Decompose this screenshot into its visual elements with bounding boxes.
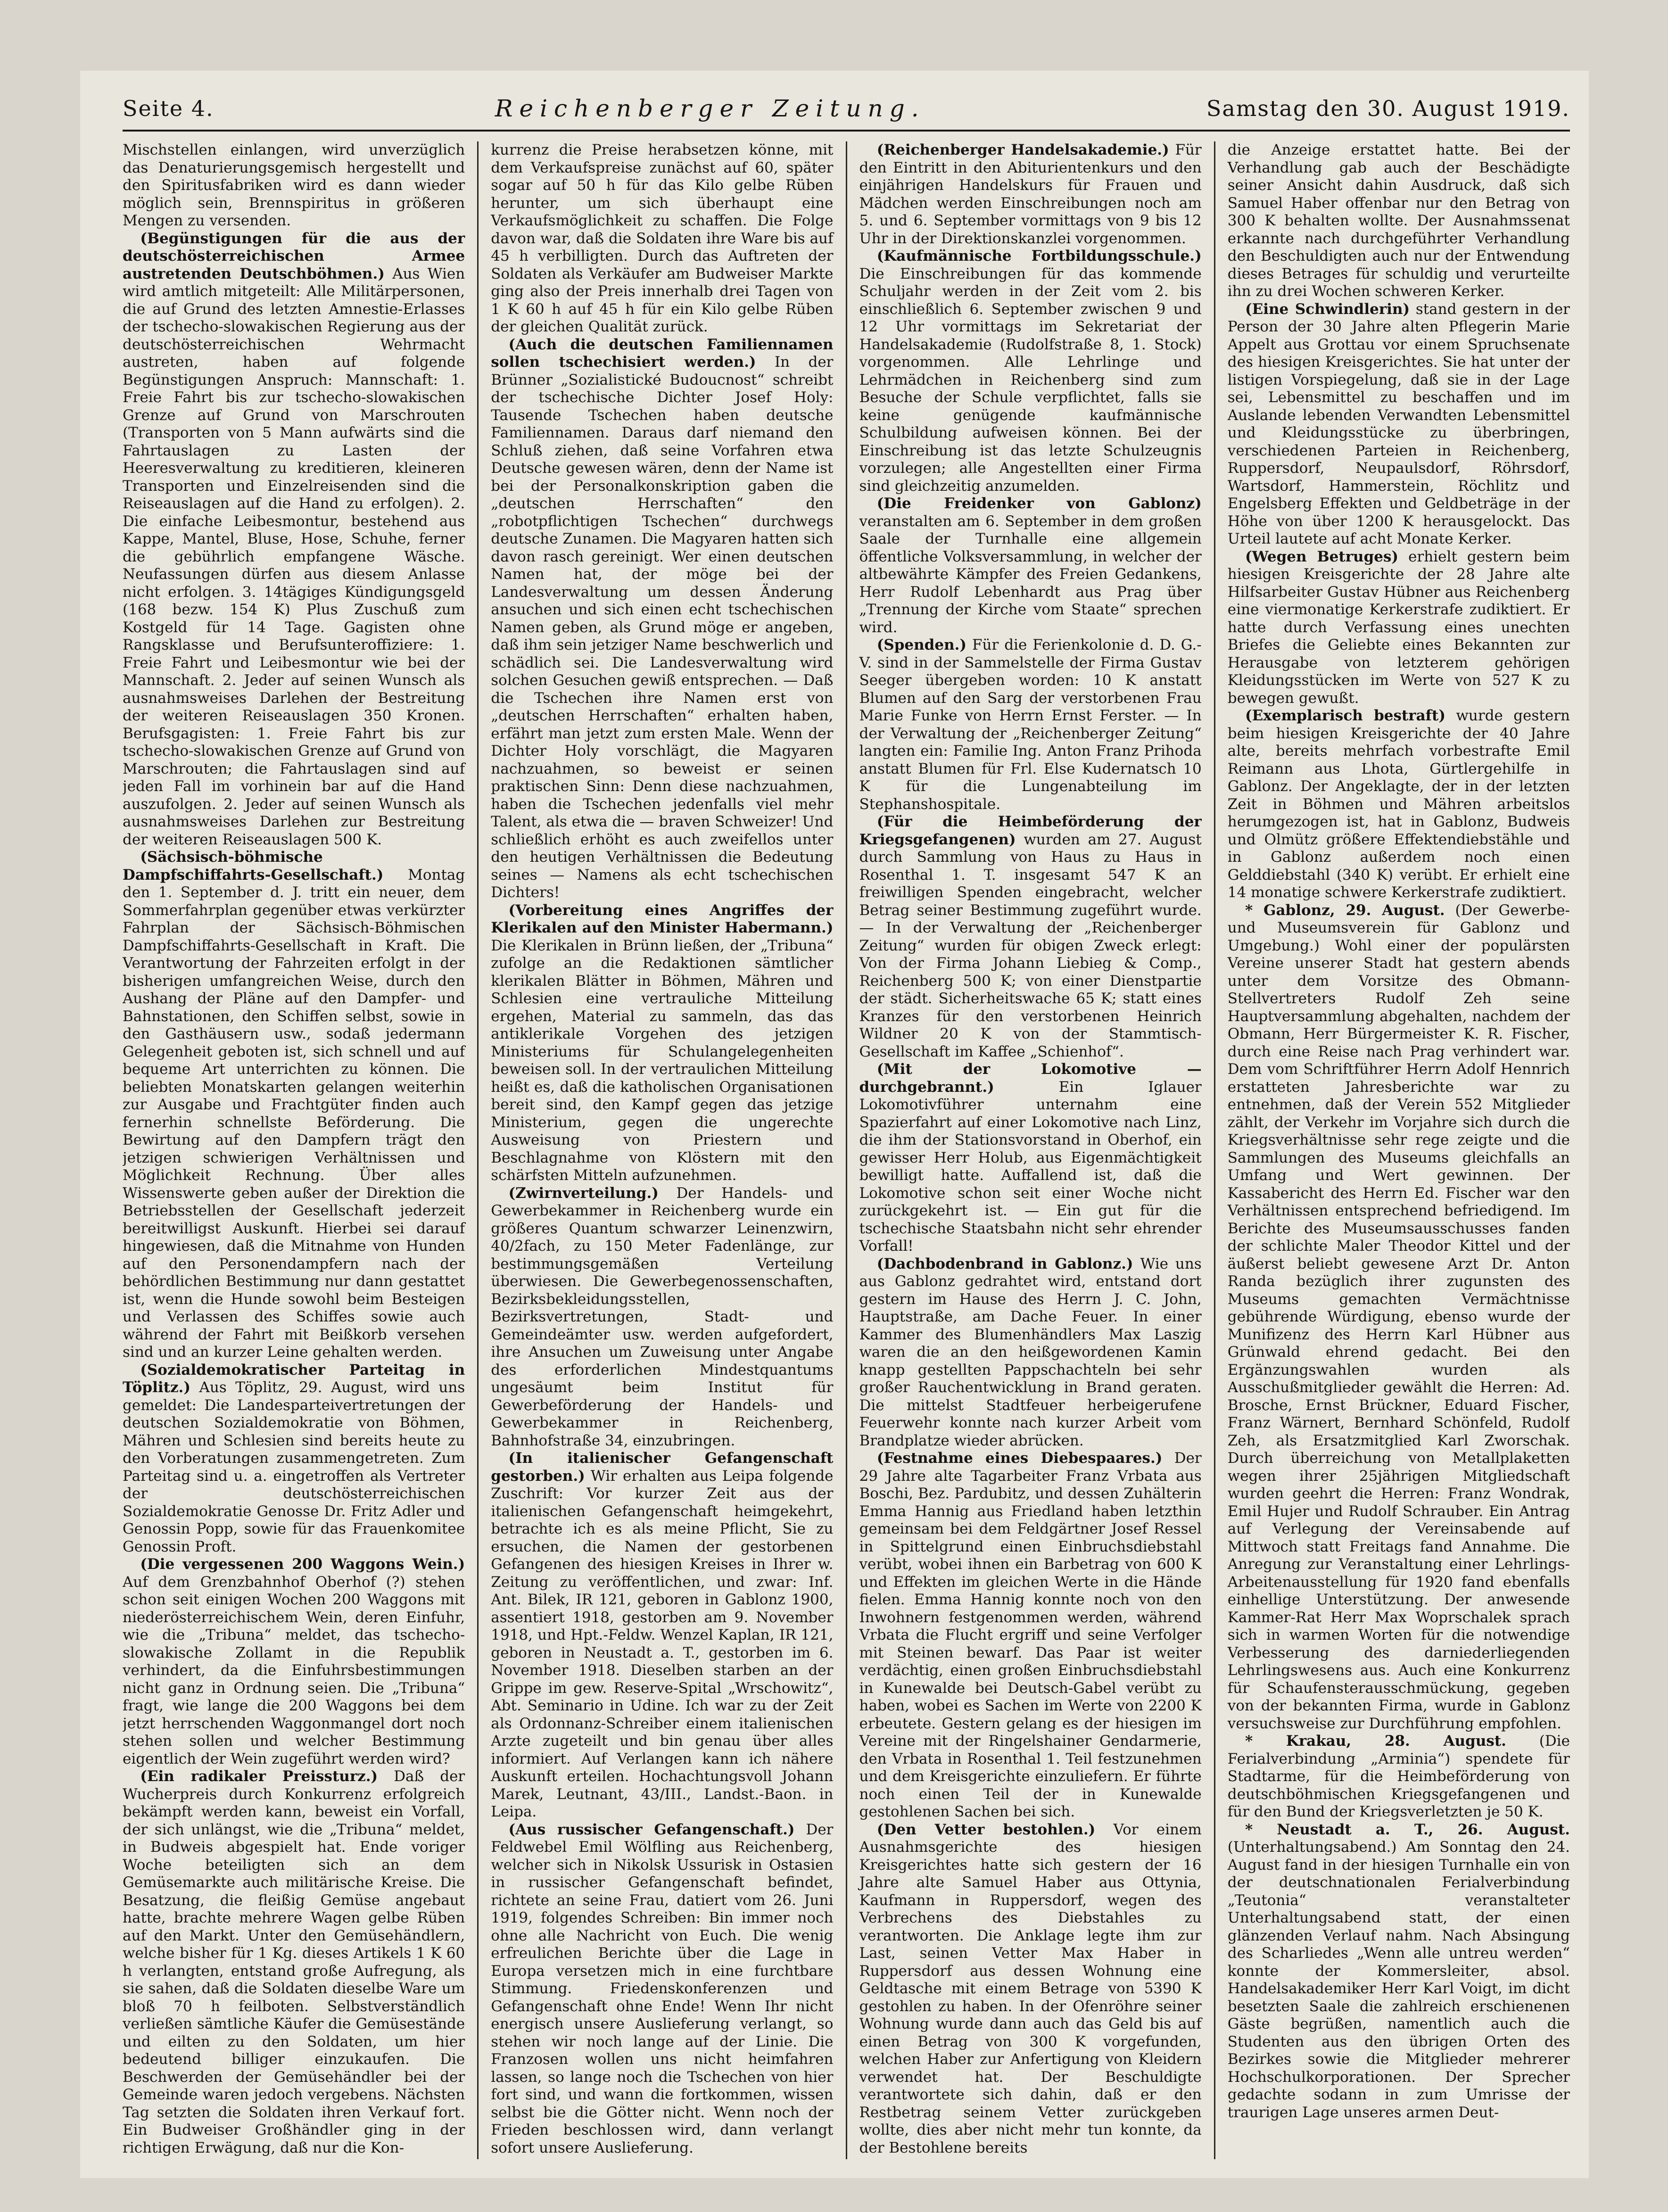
article-paragraph <box>859 1450 1202 1821</box>
article-paragraph <box>1228 141 1570 301</box>
article-headline: (Dachbodenbrand in Gablonz.) <box>876 1255 1133 1272</box>
article-paragraph <box>123 1362 465 1556</box>
article-paragraph <box>491 1821 833 2157</box>
article-text: erhielt gestern beim hiesigen Kreisgerichte der 28 Jahre alte Hilfsarbeiter Gustav Hübner aus Reichenberg eine viermonatige Kerkerstrafe zudiktiert. Er hatte durch Verfassung eines unechten Briefes die Geliebte eines Bekannten zur Herausgabe von letzterem gehörigen Kleidungsstücken im Werte von 527 K zu bewegen gewußt. <box>1227 548 1570 707</box>
article-paragraph <box>1228 902 1570 1733</box>
article-headline: (Die Freidenker von Gablonz) <box>876 495 1202 512</box>
article-headline: (Zwirnverteilung.) <box>508 1184 659 1202</box>
article-headline: (Exemplarisch bestraft) <box>1245 707 1445 724</box>
article-headline: (Festnahme eines Diebespaares.) <box>876 1450 1163 1467</box>
article-text: Der Handels- und Gewerbekammer in Reichenberg wurde ein größeres Quantum schwarzer Leinenzwirn, 40/2fach, zu 150 Meter Fadenlänge, zur bestimmungsgemäßen Verteilung überwiesen. Die Gewerbegenossenschaften, Bezirksbekleidungsstellen, Bezirksvertretungen, Stadt- und Gemeindeämter usw. werden aufgefordert, ihre Ansuchen um Zuweisung unter Angabe des erforderlichen Mindestquantums ungesäumt beim Institut für Gewerbeförderung der Handels- und Gewerbekammer in Reichenberg, Bahnhofstraße 34, einzubringen. <box>491 1184 834 1449</box>
article-headline: (Reichenberger Handelsakademie.) <box>876 141 1169 158</box>
article-text: (Unterhaltungsabend.) Am Sonntag den 24. August fand in der hiesigen Turnhalle ein von der deutschnationalen Ferialverbindung „Teutonia“ veranstalteter Unterhaltungsabend statt, der einen glänzenden Verlauf nahm. Nach Absingung des Scharliedes „Wenn alle untreu werden“ konnte der Kommersleiter, absol. Handelsakademiker Herr Karl Voigt, im dicht besetzten Saale die zahlreich erschienenen Gäste begrüßen, namentlich auch die Studenten aus den übrigen Orten des Bezirkes sowie die Mitglieder mehrerer Hochschulkorporationen. Der Sprecher gedachte sodann in zum Umrisse der traurigen Lage unseres armen Deut- <box>1227 1839 1570 2121</box>
article-headline: (Aus russischer Gefangenschaft.) <box>508 1821 795 1838</box>
article-paragraph <box>491 1185 833 1450</box>
article-text: Die Einschreibungen für das kommende Schuljahr werden in der Zeit vom 2. bis einschließlich 6. September zwischen 9 und 12 Uhr vormittags im Sekretariat der Handelsakademie (Rudolfstraße 8, 1. Stock) vorgenommen. Alle Lehrlinge und Lehrmädchen in Reichenberg sind zum Besuche der Schule verpflichtet, falls sie keine genügende kaufmännische Schulbildung aufweisen können. Bei der Einschreibung ist das letzte Schulzeugnis vorzulegen; alle Angestellten einer Firma sind gleichzeitig anzumelden. <box>859 265 1202 495</box>
article-text: Wie uns aus Gablonz gedrahtet wird, entstand dort gestern im Hause des Herrn J. C. John, Hauptstraße, am Dache Feuer. In einer Kammer des Blumenhändlers Max Laszig waren die an den heißgewordenen Kamin knapp gestellten Pappschachteln bei sehr großer Rauchentwicklung in Brand geraten. Die mittelst Stadtfeuer herbeigerufene Feuerwehr konnte nach kurzer Arbeit vom Brandplatze wieder abrücken. <box>859 1255 1202 1449</box>
article-paragraph <box>1228 1821 1570 2122</box>
newspaper-page <box>80 71 1589 2178</box>
article-text: (Die Ferialverbindung „Arminia“) spendete für Stadtarme, für die Heimbeförderung von deutschböhmischen Kriegsgefangenen und für den Bund der Kriegsverletzten je 50 K. <box>1227 1733 1570 1820</box>
article-headline: * Neustadt a. T., 26. August. <box>1245 1821 1570 1838</box>
article-columns <box>123 141 1570 2159</box>
column-2 <box>477 141 845 2159</box>
article-paragraph <box>1228 1733 1570 1821</box>
article-text: veranstalten am 6. September in dem großen Saale der Turnhalle eine allgemein öffentliche Volksversammlung, in welcher der altbewährte Kämpfer des Freien Gedankens, Herr Rudolf Lebenhardt aus Prag über „Trennung der Kirche vom Staate“ sprechen wird. <box>859 512 1202 636</box>
article-text: Wir erhalten aus Leipa folgende Zuschrift: Vor kurzer Zeit aus der italienischen Gefangenschaft heimgekehrt, betrachte ich es als meine Pflicht, Sie zu ersuchen, die Namen der gestorbenen Gefangenen des hiesigen Kreises in Ihrer w. Zeitung zu veröffentlichen, und zwar: Inf. Ant. Bilek, IR 121, geboren in Gablonz 1900, assentiert 1918, gestorben am 9. November 1918, und Hpt.-Feldw. Wenzel Kaplan, IR 121, geboren in Neustadt a. T., gestorben im 6. November 1918. Dieselben starben an der Grippe im gew. Reserve-Spital „Wrschowitz“, Abt. Seminario in Udine. Ich war zu der Zeit als Ordonnanz-Schreiber einem italienischen Arzte zugeteilt und bin genau über alles informiert. Auf Verlangen kann ich nähere Auskunft erteilen. Hochachtungsvoll Johann Marek, Leutnant, 43/III., Landst.-Baon. in Leipa. <box>491 1467 834 1820</box>
article-headline: (Ein radikaler Preissturz.) <box>140 1768 378 1785</box>
article-text: stand gestern in der Person der 30 Jahre alten Pflegerin Marie Appelt aus Grottau vor einem Spruchsenate des hiesigen Kreisgerichtes. Sie hat unter der listigen Vorspiegelung, daß sie in der Lage sei, Lebensmittel zu beschaffen und im Auslande lebenden Verwandten Lebensmittel und Kleidungsstücke zu überbringen, verschiedenen Parteien in Reichenberg, Ruppersdorf, Neupaulsdorf, Röhrsdorf, Wartsdorf, Hammerstein, Röchlitz und Engelsberg Effekten und Geldbeträge in der Höhe von über 1200 K herausgelockt. Das Urteil lautete auf acht Monate Kerker. <box>1227 300 1570 547</box>
article-paragraph <box>491 1450 833 1821</box>
article-paragraph <box>123 1556 465 1768</box>
article-paragraph <box>859 1821 1202 2157</box>
article-text: Daß der Wucherpreis durch Konkurrenz erfolgreich bekämpft werden kann, beweist ein Vorfall, der sich unlängst, wie die „Tribuna“ meldet, in Budweis abgespielt hat. Ende voriger Woche beteiligten sich an dem Gemüsemarkte auch militärische Kreise. Die Besatzung, die fleißig Gemüse angebaut hatte, brachte mehrere Wagen gelbe Rüben auf den Markt. Unter den Gemüsehändlern, welche bisher für 1 Kg. dieses Artikels 1 K 60 h verlangten, entstand große Aufregung, als sie sahen, daß die Soldaten dieselbe Ware um bloß 70 h feilboten. Selbstverständlich verließen sämtliche Käufer die Gemüsestände und eilten zu den Soldaten, um hier bedeutend billiger einzukaufen. Die Beschwerden der Gemüsehändler bei der Gemeinde waren jedoch vergebens. Nächsten Tag setzten die Soldaten ihren Verkauf fort. Ein Budweiser Großhändler ging in der richtigen Erwägung, daß nur die Kon- <box>123 1768 465 2156</box>
article-headline: (Begünstigungen für die aus der deutschösterreichischen Armee austretenden Deutschböhmen.) <box>123 230 465 282</box>
article-text: wurde gestern beim hiesigen Kreisgerichte der 40 Jahre alte, bereits mehrfach vorbestrafte Emil Reimann aus Lhota, Gürtlergehilfe in Gablonz. Der Angeklagte, der in der letzten Zeit in Böhmen und Mähren arbeitslos herumgezogen ist, hat in Gablonz, Budweis und Olmütz größere Effektendiebstähle und in Gablonz außerdem noch einen Gelddiebstahl (340 K) verübt. Er erhielt eine 14 monatige schwere Kerkerstrafe zudiktiert. <box>1227 707 1570 901</box>
article-text: Für die Ferienkolonie d. D. G.-V. sind in der Sammelstelle der Firma Gustav Seeger übergeben worden: 10 K anstatt Blumen auf den Sarg der verstorbenen Frau Marie Funke von Herrn Ernst Ferster. — In der Verwaltung der „Reichenberger Zeitung“ langten ein: Familie Ing. Anton Franz Prihoda anstatt Blumen für Frl. Else Kudernatsch 10 K für die Lungenabteilung im Stephanshospitale. <box>859 636 1202 813</box>
article-headline: (Spenden.) <box>876 636 967 653</box>
newspaper-title: Reichenberger Zeitung. <box>495 95 925 122</box>
article-paragraph <box>1228 301 1570 548</box>
article-paragraph <box>123 141 465 230</box>
article-text: Für den Eintritt in den Abiturientenkurs und den einjährigen Handelskurs für Frauen und Mädchen werden Einschreibungen noch am 5. und 6. September vormittags von 9 bis 12 Uhr in der Direktionskanzlei vorgenommen. <box>859 141 1202 247</box>
article-paragraph <box>123 230 465 849</box>
article-text: Mischstellen einlangen, wird unverzüglich das Denaturierungsgemisch hergestellt und den Spiritusfabriken wird es dann wieder möglich sein, Brennspiritus in größeren Mengen zu versenden. <box>123 141 465 229</box>
article-paragraph <box>1228 707 1570 902</box>
article-headline: (Sozialdemokratischer Parteitag in Töplitz.) <box>123 1361 465 1396</box>
article-text: Vor einem Ausnahmsgerichte des hiesigen Kreisgerichtes hatte sich gestern der 16 Jahre alte Samuel Haber aus Ottynia, Kaufmann in Ruppersdorf, wegen des Verbrechens des Diebstahles zu verantworten. Die Anklage legte ihm zur Last, seinen Vetter Max Haber in Ruppersdorf aus dessen Wohnung eine Geldtasche mit einem Betrage von 5390 K gestohlen zu haben. In der Ofenröhre seiner Wohnung wurde dann auch das Geld bis auf einen Betrag von 300 K vorgefunden, welchen Haber zur Anfertigung von Kleidern verwendet hat. Der Beschuldigte verantwortete sich dahin, daß er den Restbetrag seinem Vetter zurückgeben wollte, dies aber nicht mehr tun konnte, da der Bestohlene bereits <box>859 1821 1202 2156</box>
article-headline: * Krakau, 28. August. <box>1245 1733 1506 1750</box>
article-headline: (Die vergessenen 200 Waggons Wein.) <box>140 1556 465 1573</box>
article-headline: (Auch die deutschen Familiennamen sollen tschechisiert werden.) <box>491 336 834 371</box>
article-paragraph <box>859 495 1202 636</box>
article-headline: (Mit der Lokomotive — durchgebrannt.) <box>859 1061 1202 1096</box>
article-headline: (In italienischer Gefangenschaft gestorben.) <box>491 1450 834 1485</box>
article-text: wurden am 27. August durch Sammlung von Haus zu Haus in Rosenthal 1. T. insgesamt 547 K an freiwilligen Spenden eingebracht, welcher Betrag seiner Bestimmung zugeführt wurde. — In der Verwaltung der „Reichenberger Zeitung“ wurden für obigen Zweck erlegt: Von der Firma Johann Liebieg & Comp., Reichenberg 500 K; von einer Dienstpartie der städt. Sicherheitswache 65 K; statt eines Kranzes für den verstorbenen Heinrich Wildner 20 K von der Stammtisch-Gesellschaft im Kaffee „Schienhof“. <box>859 831 1202 1060</box>
article-headline: (Wegen Betruges) <box>1245 548 1399 565</box>
article-paragraph <box>859 1255 1202 1450</box>
article-headline: (Eine Schwindlerin) <box>1245 300 1410 318</box>
article-headline: (Sächsisch-böhmische Dampfschiffahrts-Gesellschaft.) <box>123 849 384 883</box>
article-paragraph <box>859 248 1202 495</box>
article-text: (Der Gewerbe- und Museumsverein für Gablonz und Umgebung.) Wohl einer der populärsten Vereine unserer Stadt hat gestern abends unter dem Vorsitze des Obmann-Stellvertreters Rudolf Zeh seine Hauptversammlung abgehalten, nachdem der Obmann, Herr Bürgermeister K. R. Fischer, durch eine Reise nach Prag verhindert war. Dem vom Schriftführer Herrn Adolf Hennrich erstatteten Jahresberichte war zu entnehmen, daß der Verein 552 Mitglieder zählt, der Verkehr im Vorjahre sich durch die Kriegsverhältnisse sehr rege zeigte und die Sammlungen des Museums gleichfalls an Umfang und Wert gewinnen. Der Kassabericht des Herrn Ed. Fischer war den Verhältnissen entsprechend befriedigend. Im Berichte des Museumsausschusses fanden der schlichte Maler Theodor Kittel und der äußerst beliebt gewesene Arzt Dr. Anton Randa bezüglich ihrer zugunsten des Museums gemachten Vermächtnisse gebührende Würdigung, ebenso wurde der Munifizenz des Herrn Karl Hübner aus Grünwald ehrend gedacht. Bei den Ergänzungswahlen wurden als Ausschußmitglieder gewählt die Herren: Ad. Brosche, Ernst Brückner, Eduard Fischer, Franz Wärnert, Bernhard Schönfeld, Rudolf Zeh, als Ersatzmitglied Karl Zworschak. Durch überreichung von Metallplaketten wegen ihrer 25jährigen Mitgliedschaft wurden geehrt die Herren: Franz Wondrak, Emil Hujer und Rudolf Schrauber. Ein Antrag auf Verlegung der Vereinsabende auf Mittwoch statt Freitags fand Annahme. Die Anregung zur Veranstaltung einer Lehrlings-Arbeitenausstellung für 1920 fand ebenfalls einhellige Unterstützung. Der anwesende Kammer-Rat Herr Max Woprschalek sprach sich in warmen Worten für die notwendige Verbesserung des darniederliegenden Lehrlingswesens aus. Auch eine Konkurrenz für Schaufensterausschmückung, gegeben von der bekannten Firma, wurde in Gablonz versuchsweise zur Durchführung empfohlen. <box>1227 901 1570 1732</box>
article-text: die Anzeige erstattet hatte. Bei der Verhandlung gab auch der Beschädigte seiner Ansicht dahin Ausdruck, daß sich Samuel Haber offenbar nur den Betrag von 300 K behalten wollte. Der Ausnahmssenat erkannte nach durchgeführter Verhandlung den Beschuldigten auch nur der Entwendung dieses Betrages für schuldig und verurteilte ihn zu drei Wochen schweren Kerker. <box>1227 141 1570 300</box>
article-paragraph <box>859 636 1202 813</box>
article-headline: (Den Vetter bestohlen.) <box>876 1821 1096 1838</box>
article-text: In der Brünner „Sozialistické Budoucnost“ schreibt der tschechische Dichter Josef Holy: Tausende Tschechen haben deutsche Familiennamen. Daraus darf niemand den Schluß ziehen, daß seine Vorfahren etwa Deutsche gewesen wären, denn der Name ist bei der Personalkonskription gaben die „deutschen Herrschaften“ den „robotpflichtigen Tschechen“ durchwegs deutsche Zunamen. Die Magyaren hatten sich davon rasch gereinigt. Wer einen deutschen Namen hat, der möge bei der Landesverwaltung um dessen Änderung ansuchen und sich einen echt tschechischen Namen geben, als Grund möge er angeben, daß ihm sein jetziger Name beschwerlich und schädlich sei. Die Landesverwaltung wird solchen Gesuchen gewiß entsprechen. — Daß die Tschechen ihre Namen erst von „deutschen Herrschaften“ erhalten haben, erfährt man jetzt zum ersten Male. Wenn der Dichter Holy vorschlägt, die Magyaren nachzuahmen, so beweist er seinen praktischen Sinn: Denn diese nachzuahmen, haben die Tschechen jedenfalls viel mehr Talent, als etwa die — braven Schweizer! Und schließlich erhöht es auch zweifellos unter den heutigen Verhältnissen die Bedeutung seines — Namens als echt tschechischen Dichters! <box>491 354 834 901</box>
article-paragraph <box>491 141 833 336</box>
article-text: Ein Iglauer Lokomotivführer unternahm eine Spazierfahrt auf einer Lokomotive nach Linz, die ihm der Stationsvorstand in Oberhof, ein gewisser Herr Holub, aus Eigenmächtigkeit bewilligt hatte. Auffallend ist, daß die Lokomotive schon seit einer Woche nicht zurückgekehrt ist. — Ein gut für die tschechische Staatsbahn nicht sehr ehrender Vorfall! <box>859 1078 1202 1255</box>
article-paragraph <box>123 849 465 1362</box>
article-headline: * Gablonz, 29. August. <box>1245 901 1445 919</box>
article-paragraph <box>1228 548 1570 708</box>
article-paragraph <box>859 1061 1202 1255</box>
article-text: Aus Wien wird amtlich mitgeteilt: Alle Militärpersonen, die auf Grund des letzten Amnestie-Erlasses der tschecho-slowakischen Regierung aus der deutschösterreichischen Wehrmacht austreten, haben auf folgende Begünstigungen Anspruch: Mannschaft: 1. Freie Fahrt bis zur tschecho-slowakischen Grenze auf Grund von Marschrouten (Transporten von 5 Mann aufwärts sind die Fahrtauslagen zu Lasten der Heeresverwaltung zu kreditieren, kleineren Transporten und Einzelreisenden sind die Reiseauslagen auf die Hand zu erfolgen). 2. Die einfache Leibesmontur, bestehend aus Kappe, Mantel, Bluse, Hose, Schuhe, ferner die gebührlich empfangene Wäsche. Neufassungen dürfen aus diesem Anlasse nicht erfolgen. 3. 14tägiges Kündigungsgeld (168 bezw. 154 K) Plus Zuschuß zum Kostgeld für 14 Tage. Gagisten ohne Rangsklasse und Berufsunteroffiziere: 1. Freie Fahrt und Leibesmontur wie bei der Mannschaft. 2. Jeder auf seinen Wunsch als ausnahmsweises Darlehen der Bestreitung der weiteren Reiseauslagen 350 Kronen. Berufsgagisten: 1. Freie Fahrt bis zur tschecho-slowakischen Grenze auf Grund von Marschrouten; die Fahrtauslagen sind auf jeden Fall im vorhinein bar auf die Hand auszufolgen. 2. Jeder auf seinen Wunsch als ausnahmsweises Darlehen zur Bestreitung der weiteren Reiseauslagen 500 K. <box>123 265 465 848</box>
article-text: Der 29 Jahre alte Tagarbeiter Franz Vrbata aus Boschi, Bez. Pardubitz, und dessen Zuhälterin Emma Hannig aus Friedland haben letzthin gemeinsam bei dem Feldgärtner Josef Ressel in Spittelgrund einen Einbruchsdiebstahl verübt, wobei ihnen ein Barbetrag von 600 K und Effekten im gleichen Werte in die Hände fielen. Emma Hannig konnte noch von den Inwohnern festgenommen werden, während Vrbata die Flucht ergriff und seine Verfolger mit Steinen bewarf. Das Paar ist weiter verdächtig, einen großen Einbruchsdiebstahl in Kunewalde bei Deutsch-Gabel verübt zu haben, wobei es Sachen im Werte von 2200 K erbeutete. Gestern gelang es der hiesigen im Vereine mit der Ringelshainer Gendarmerie, den Vrbata in Rosenthal 1. Teil festzunehmen und dem Kreisgerichte einzuliefern. Er führte noch einen Teil der in Kunewalde gestohlenen Sachen bei sich. <box>859 1450 1202 1820</box>
column-3 <box>846 141 1214 2159</box>
article-text: Aus Töplitz, 29. August, wird uns gemeldet: Die Landesparteivertretungen der deutschen Sozialdemokratie von Böhmen, Mähren und Schlesien sind bereits heute zu den Vorberatungen zusammengetreten. Zum Parteitag sind u. a. eingetroffen als Vertreter der deutschösterreichischen Sozialdemokratie Genosse Dr. Fritz Adler und Genossin Popp, sowie für das Frauenkomitee Genossin Proft. <box>123 1379 465 1555</box>
column-4 <box>1214 141 1570 2159</box>
page-header <box>123 87 1570 132</box>
article-paragraph <box>859 141 1202 248</box>
article-paragraph <box>491 336 833 902</box>
article-headline: (Vorbereitung eines Angriffes der Klerikalen auf den Minister Habermann.) <box>491 901 834 936</box>
article-text: Der Feldwebel Emil Wölfling aus Reichenberg, welcher sich in Nikolsk Ussurisk in Ostasien in russischer Gefangenschaft befindet, richtete an seine Frau, datiert vom 26. Juni 1919, folgendes Schreiben: Bin immer noch ohne alle Nachricht von Euch. Die wenig erfreulichen Berichte über die Lage in Europa versetzen mich in eine furchtbare Stimmung. Friedenskonferenzen und Gefangenschaft ohne Ende! Wenn Ihr nicht energisch unsere Auslieferung verlangt, so stehen wir noch lange auf der Linie. Die Franzosen wollen uns nicht heimfahren lassen, so lange noch die Tschechen von hier fort sind, und wann die fortkommen, wissen selbst bie die Götter nicht. Wenn noch der Frieden beschlossen wird, dann verlangt sofort unsere Auslieferung. <box>491 1821 834 2156</box>
column-1 <box>123 141 477 2159</box>
article-text: Die Klerikalen in Brünn ließen, der „Tribuna“ zufolge an die Redaktionen sämtlicher klerikalen Blätter in Böhmen, Mähren und Schlesien eine vertrauliche Mitteilung ergehen, Material zu sammeln, das das antiklerikale Vorgehen des jetzigen Ministeriums für Schulangelegenheiten beweisen soll. In der vertraulichen Mitteilung heißt es, daß die katholischen Organisationen bereit sind, den Kampf gegen das jetzige Ministerium, gegen die ungerechte Ausweisung von Priestern und Beschlagnahme von Klöstern mit den schärfsten Mitteln aufzunehmen. <box>491 937 834 1184</box>
article-text: kurrenz die Preise herabsetzen könne, mit dem Verkaufspreise zunächst auf 60, später sogar auf 50 h für das Kilo gelbe Rüben herunter, um sich überhaupt eine Verkaufsmöglichkeit zu schaffen. Die Folge davon war, daß die Soldaten ihre Ware bis auf 45 h verbilligten. Durch das Auftreten der Soldaten als Verkäufer am Budweiser Markte ging also der Preis innerhalb drei Tagen von 1 K 60 h auf 45 h für ein Kilo gelbe Rüben der gleichen Qualität zurück. <box>491 141 834 335</box>
article-paragraph <box>123 1768 465 2157</box>
page-number: Seite 4. <box>123 96 214 121</box>
article-headline: (Für die Heimbeförderung der Kriegsgefangenen) <box>859 813 1202 848</box>
article-text: Montag den 1. September d. J. tritt ein neuer, dem Sommerfahrplan gegenüber etwas verkürzter Fahrplan der Sächsisch-Böhmischen Dampfschiffahrts-Gesellschaft in Kraft. Die Verantwortung der Fahrzeiten erfolgt in der bisherigen umfangreichen Weise, durch den Aushang der Pläne auf den Dampfer- und Bahnstationen, den Schiffen selbst, sowie in den Gasthäusern usw., sodaß jedermann Gelegenheit geboten ist, sich schnell und auf bequeme Art unterrichten zu können. Die beliebten Monatskarten gelangen weiterhin zur Ausgabe und Frachtgüter finden auch fernerhin schnellste Beförderung. Die Bewirtung auf den Dampfern trägt den jetzigen schwierigen Verhältnissen und Möglichkeit Rechnung. Über alles Wissenswerte geben außer der Direktion die Betriebsstellen der Gesellschaft jederzeit bereitwilligst Auskunft. Hierbei sei darauf hingewiesen, daß die Mitnahme von Hunden auf den Personendampfern nach der behördlichen Bestimmung nur dann gestattet ist, wenn die Hunde sowohl beim Besteigen und Verlassen des Schiffes sowie auch während der Fahrt mit Beißkorb versehen sind und an kurzer Leine gehalten werden. <box>123 866 465 1361</box>
article-paragraph <box>491 902 833 1185</box>
article-headline: (Kaufmännische Fortbildungsschule.) <box>876 248 1202 264</box>
issue-date: Samstag den 30. August 1919. <box>1206 96 1570 121</box>
article-text: Auf dem Grenzbahnhof Oberhof (?) stehen schon seit einigen Wochen 200 Waggons mit niederösterreichischem Wein, deren Einfuhr, wie die „Tribuna“ meldet, das tschecho-slowakische Zollamt in die Republik verhindert, da die Einfuhrsbestimmungen nicht ganz in Ordnung seien. Die „Tribuna“ fragt, wie lange die 200 Waggons bei dem jetzt herrschenden Waggonmangel dort noch stehen sollen und welcher Bestimmung eigentlich der Wein zugeführt werden wird? <box>123 1573 465 1767</box>
article-paragraph <box>859 813 1202 1061</box>
